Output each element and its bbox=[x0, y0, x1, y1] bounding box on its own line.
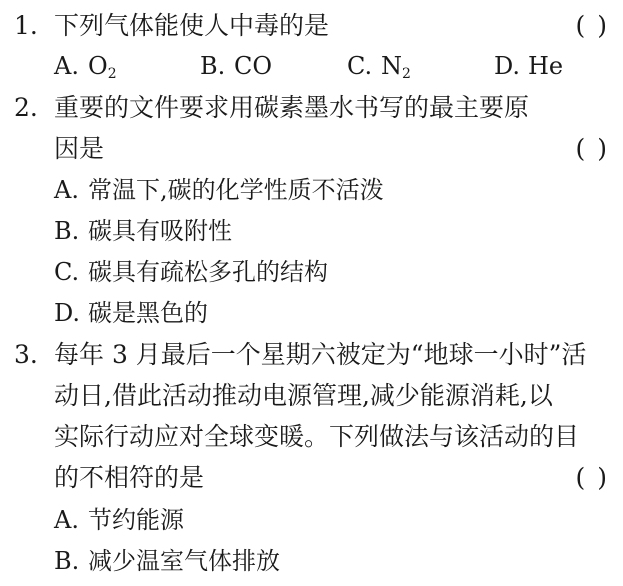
option-a[interactable] bbox=[54, 500, 184, 540]
option-text: 节约能源 bbox=[88, 506, 184, 534]
question-text-line-2: 因是 bbox=[54, 134, 105, 163]
option-letter: B. bbox=[54, 547, 80, 575]
question-number: 2. bbox=[14, 93, 38, 122]
answer-blank[interactable]: ( ) bbox=[575, 134, 609, 163]
question-number: 1. bbox=[14, 11, 38, 40]
option-letter: A. bbox=[54, 176, 79, 204]
option-text: N bbox=[381, 52, 402, 80]
option-text: CO bbox=[234, 52, 273, 80]
option-letter: A. bbox=[54, 52, 79, 80]
option-text: 碳是黑色的 bbox=[88, 299, 208, 327]
option-text: 减少温室气体排放 bbox=[88, 547, 280, 575]
option-letter: C. bbox=[54, 258, 80, 286]
option-letter: D. bbox=[54, 299, 81, 327]
option-letter: A. bbox=[54, 506, 79, 534]
question-text-line-1: 重要的文件要求用碳素墨水书写的最主要原 bbox=[54, 93, 530, 122]
option-letter: B. bbox=[200, 52, 226, 80]
option-b[interactable] bbox=[200, 46, 272, 86]
option-b[interactable] bbox=[54, 541, 280, 581]
question-number: 3. bbox=[14, 340, 38, 369]
option-letter: C. bbox=[347, 52, 373, 80]
option-text: 碳具有疏松多孔的结构 bbox=[88, 258, 328, 286]
option-b[interactable] bbox=[54, 211, 232, 251]
option-letter: D. bbox=[494, 52, 521, 80]
option-c[interactable] bbox=[54, 252, 328, 292]
question-text: 下列气体能使人中毒的是 bbox=[54, 11, 330, 40]
option-a[interactable] bbox=[54, 170, 384, 210]
answer-blank[interactable]: ( ) bbox=[575, 463, 609, 492]
option-a[interactable] bbox=[54, 46, 117, 94]
option-letter: B. bbox=[54, 217, 80, 245]
option-d[interactable] bbox=[494, 46, 563, 86]
option-subscript: 2 bbox=[107, 66, 117, 82]
question-text-line-3: 实际行动应对全球变暖。下列做法与该活动的目 bbox=[54, 422, 580, 451]
question-text-line-1: 每年 3 月最后一个星期六被定为“地球一小时”活 bbox=[54, 340, 587, 369]
option-text: He bbox=[528, 52, 564, 80]
answer-blank[interactable]: ( ) bbox=[575, 11, 609, 40]
option-c[interactable] bbox=[347, 46, 411, 94]
option-text: 碳具有吸附性 bbox=[88, 217, 232, 245]
option-d[interactable] bbox=[54, 293, 208, 333]
option-text: O bbox=[88, 52, 108, 80]
option-subscript: 2 bbox=[402, 66, 411, 82]
question-text-line-4: 的不相符的是 bbox=[54, 463, 205, 492]
question-text-line-2: 动日,借此活动推动电源管理,减少能源消耗,以 bbox=[54, 381, 553, 410]
option-text: 常温下,碳的化学性质不活泼 bbox=[88, 176, 384, 204]
